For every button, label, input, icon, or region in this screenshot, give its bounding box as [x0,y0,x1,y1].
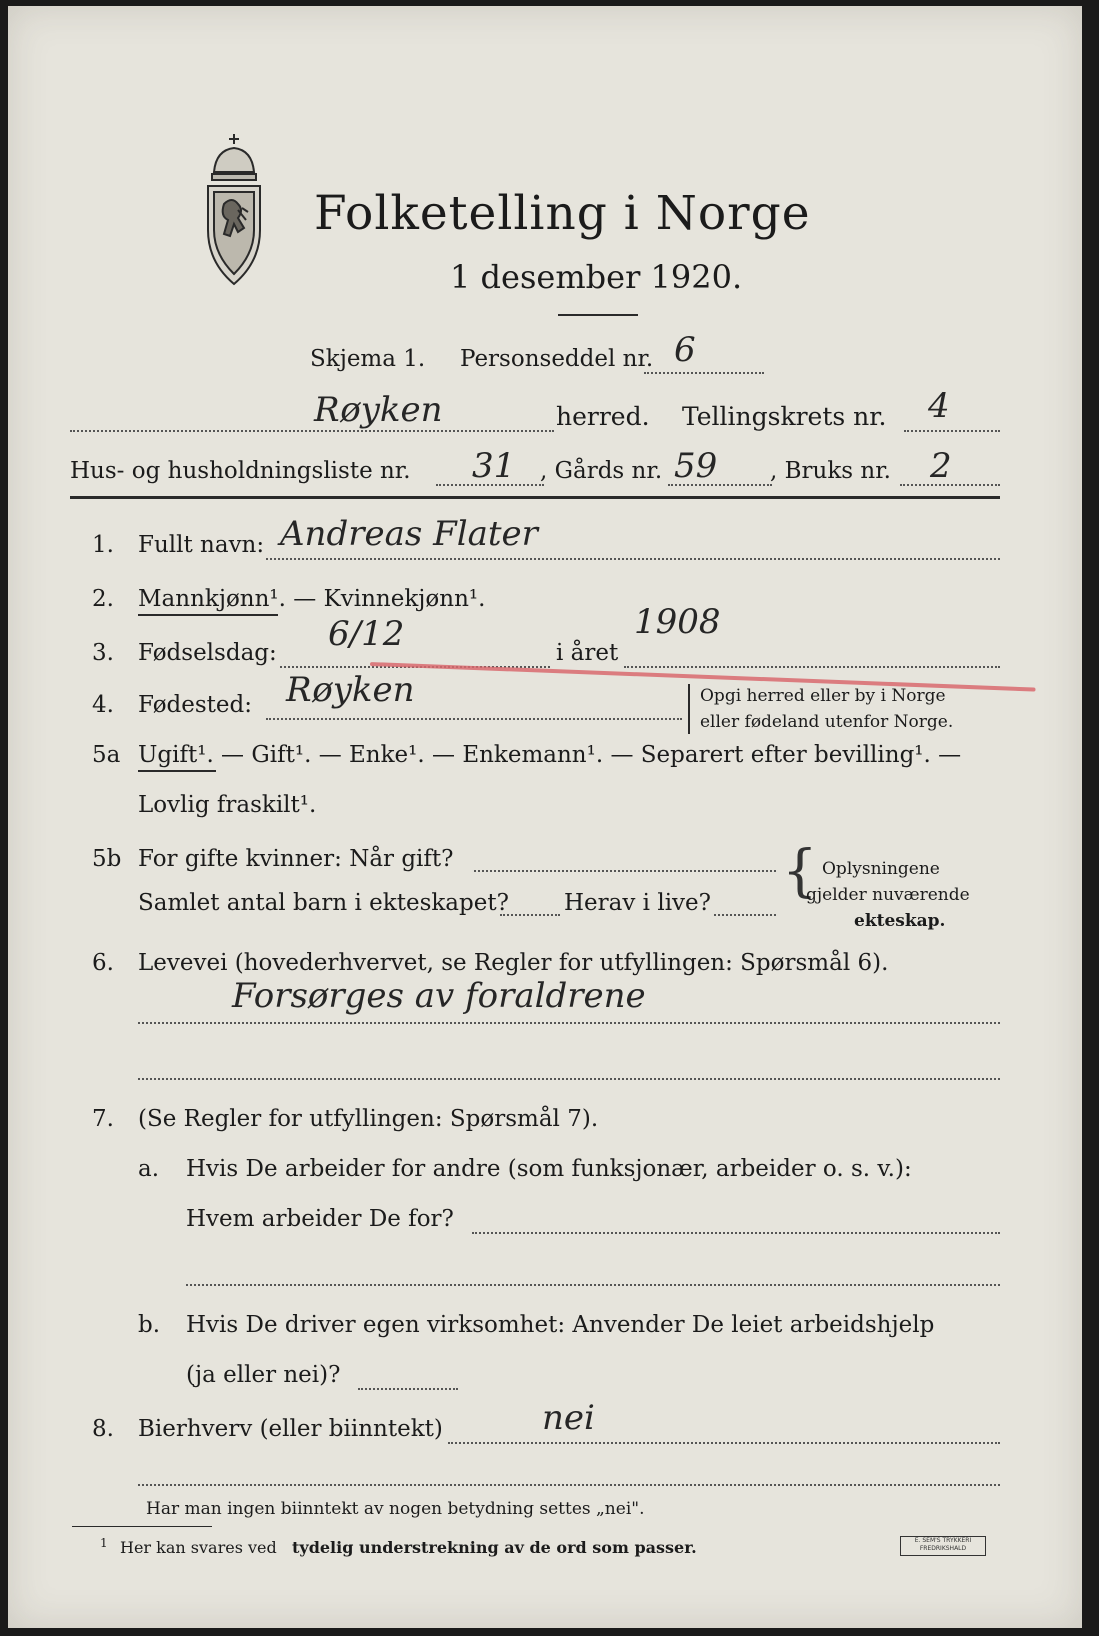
tellingskrets-label: Tellingskrets nr. [682,402,887,431]
title-divider [558,314,638,316]
q5b-alive-line [714,914,776,916]
q5b-line1: For gifte kvinner: Når gift? [138,846,454,872]
q1-number: 1. [92,532,114,558]
skjema-label: Skjema 1. [310,346,426,372]
header-rule [70,496,1000,499]
herred-line [70,430,554,432]
q7a-letter: a. [138,1156,160,1182]
q7a-line2: Hvem arbeider De for? [186,1206,454,1232]
q7-label: (Se Regler for utfyllingen: Spørsmål 7). [138,1106,599,1132]
q7-number: 7. [92,1106,114,1132]
q3-value: 6/12 [328,614,405,654]
herred-value: Røyken [314,390,443,430]
tellingskrets-value: 4 [928,386,950,426]
q4-note-bracket [688,684,690,734]
hus-label: Hus- og husholdningsliste nr. [70,458,411,484]
footnote-text: Her kan svares ved [120,1538,277,1557]
q5b-number: 5b [92,846,122,872]
q6-line2 [138,1078,1000,1080]
q3-year-label: i året [556,640,619,666]
q4-line [266,718,682,720]
q2-underline-mark [138,614,278,616]
footnote-text-bold: tydelig understrekning av de ord som passer. [292,1538,697,1557]
q8-note: Har man ingen biinntekt av nogen betydning settes „nei". [146,1499,645,1519]
personseddel-label: Personseddel nr. [460,346,654,372]
q4-number: 4. [92,692,114,718]
census-form-sheet [8,6,1082,1628]
personseddel-value: 6 [674,330,696,370]
q7a-line1: Hvis De arbeider for andre (som funksjonær, arbeider o. s. v.): [186,1156,912,1182]
q6-line1 [138,1022,1000,1024]
q6-number: 6. [92,950,114,976]
q6-value: Forsørges av foraldrene [232,976,646,1016]
printer-stamp: E. SEM'S TRYKKERI FREDRIKSHALD [900,1536,986,1556]
q3-year-line [624,666,1000,668]
footnote-mark: 1 [100,1536,108,1550]
bruks-value: 2 [930,446,952,486]
tellingskrets-line [904,430,1000,432]
q8-line2 [138,1484,1000,1486]
herred-label: herred. [556,402,650,431]
coat-of-arms-icon [198,130,270,290]
q5b-note-line2: gjelder nuværende [806,885,970,905]
q7a-employer-line2 [186,1284,1000,1286]
q2-label: Mannkjønn¹. — Kvinnekjønn¹. [138,586,486,612]
q5b-note-line1: Oplysningene [822,859,940,879]
q7b-line1: Hvis De driver egen virksomhet: Anvender De leiet arbeidshjelp [186,1312,935,1338]
q4-note-line1: Opgi herred eller by i Norge [700,686,946,706]
q1-line [266,558,1000,560]
q5b-line2b: Herav i live? [564,890,711,916]
q3-label: Fødselsdag: [138,640,277,666]
q5b-when-line [474,870,776,872]
q6-label: Levevei (hovederhvervet, se Regler for utfyllingen: Spørsmål 6). [138,950,889,976]
form-title: Folketelling i Norge [314,186,811,241]
q5a-line1: Ugift¹. — Gift¹. — Enke¹. — Enkemann¹. — Separert efter bevilling¹. — [138,742,962,768]
q3-year-value: 1908 [634,602,721,642]
footnote-rule [72,1526,212,1527]
q5b-children-line [500,914,560,916]
q2-number: 2. [92,586,114,612]
q7b-letter: b. [138,1312,161,1338]
gards-value: 59 [674,446,718,486]
q5b-line2a: Samlet antal barn i ekteskapet? [138,890,509,916]
gards-label: , Gårds nr. [540,458,663,484]
q8-label: Bierhverv (eller biinntekt) [138,1416,443,1442]
personseddel-line [644,372,764,374]
bruks-label: , Bruks nr. [770,458,891,484]
q5b-note-line3: ekteskap. [854,911,946,931]
q4-note-line2: eller fødeland utenfor Norge. [700,712,954,732]
q1-value: Andreas Flater [280,514,538,554]
hus-value: 31 [472,446,516,486]
q8-number: 8. [92,1416,114,1442]
q7b-answer-line [358,1388,458,1390]
q3-number: 3. [92,640,114,666]
q5a-underline-mark [138,770,216,772]
q8-value: nei [542,1398,595,1438]
q7a-employer-line [472,1232,1000,1234]
q1-label: Fullt navn: [138,532,265,558]
q7b-line2: (ja eller nei)? [186,1362,341,1388]
q4-value: Røyken [286,670,415,710]
census-date: 1 desember 1920. [450,258,743,296]
q5b-brace: { [782,839,818,904]
q5a-line2: Lovlig fraskilt¹. [138,792,317,818]
q5a-number: 5a [92,742,121,768]
q8-line1 [448,1442,1000,1444]
q4-label: Fødested: [138,692,253,718]
